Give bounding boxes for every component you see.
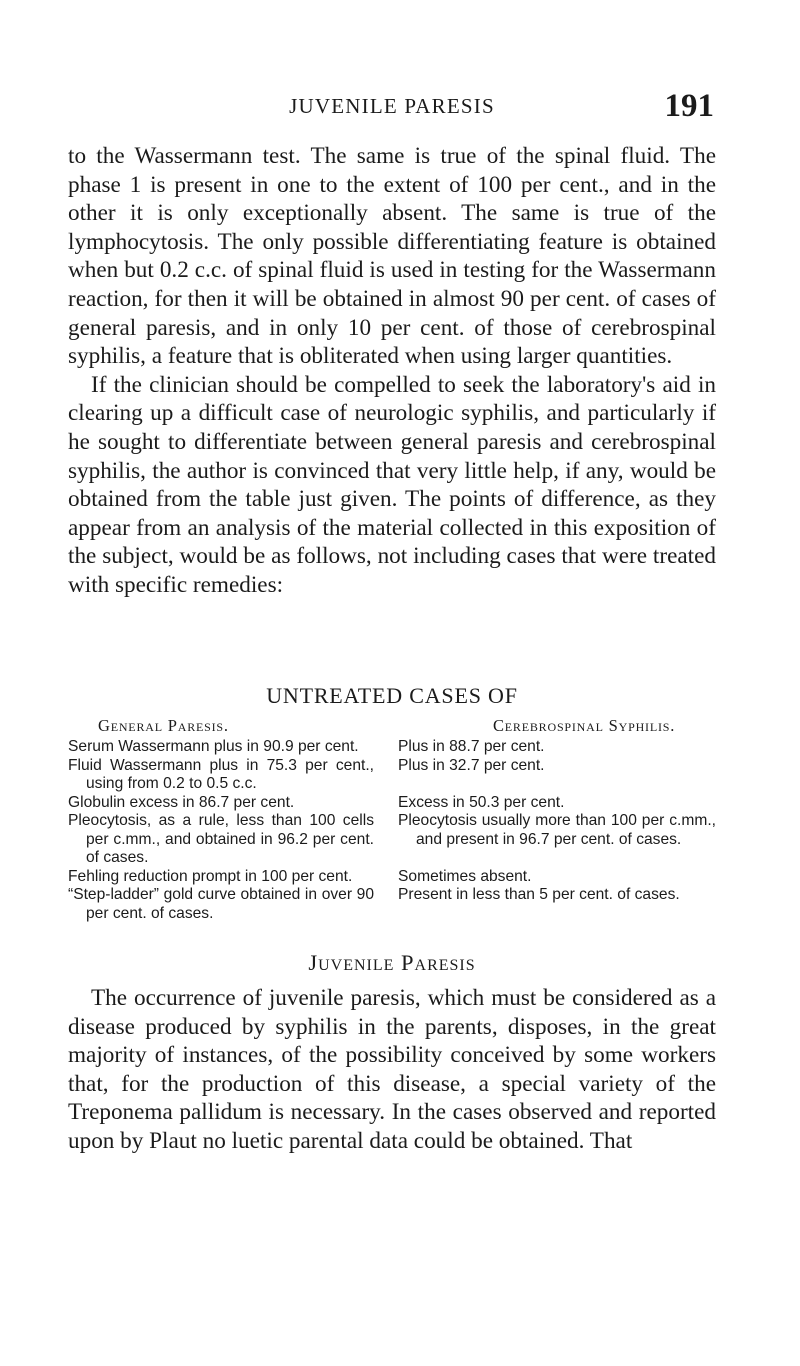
- page-number: 191: [664, 88, 714, 124]
- paragraph-juvenile-paresis: The occurrence of juvenile paresis, which must be considered as a disease produced by syphilis in the parents, disposes, in the great majority of instances, of the possibility conceived by some workers that, for the production of this disease, a special variety of the Treponema pallidum is necessary. In the cases observed and reported upon by Plaut no luetic parental data could be obtained. That: [68, 985, 716, 1154]
- cerebrospinal-syphilis-cell: Plus in 32.7 per cent.: [398, 756, 545, 774]
- general-paresis-cell: Serum Wassermann plus in 90.9 per cent.: [68, 738, 359, 755]
- cerebrospinal-syphilis-cell: Pleocytosis usually more than 100 per c.mm., and present in 96.7 per cent. of cases.: [398, 812, 716, 848]
- cerebrospinal-syphilis-cell: Sometimes absent.: [398, 867, 532, 885]
- running-title: JUVENILE PARESIS: [289, 94, 495, 118]
- section-heading-juvenile-paresis: Juvenile Paresis: [308, 950, 476, 975]
- comparison-row: [68, 886, 716, 923]
- general-paresis-cell: Pleocytosis, as a rule, less than 100 cells per c.mm., and obtained in 96.2 per cent. of cases.: [68, 812, 374, 866]
- general-paresis-cell: “Step-ladder” gold curve obtained in over 90 per cent. of cases.: [68, 886, 374, 922]
- body-text: [68, 142, 716, 600]
- comparison-table: [68, 683, 716, 923]
- comparison-table-title: UNTREATED CASES OF: [266, 683, 518, 708]
- column-header-general-paresis: General Paresis.: [98, 716, 229, 735]
- paragraph-clinician-differentiation: If the clinician should be compelled to seek the laboratory's aid in clearing up a difficult case of neurologic syphilis, and particularly if he sought to differentiate between general paresis and cerebrospinal syphilis, the author is convinced that very little help, if any, would be obtained from the table just given. The points of difference, as they appear from an analysis of the material collected in this exposition of the subject, would be as follows, not including cases that were treated with specific remedies:: [68, 371, 716, 598]
- comparison-row: [68, 757, 716, 794]
- cerebrospinal-syphilis-cell: Present in less than 5 per cent. of cases.: [398, 886, 680, 903]
- paragraph-wassermann-comparison: to the Wassermann test. The same is true of the spinal fluid. The phase 1 is present in one to the extent of 100 per cent., and in the other it is only exceptionally absent. The same is true of the lymphocytosis. The only possible differentiating feature is obtained when but 0.2 c.c. of spinal fluid is used in testing for the Wassermann reaction, for then it will be obtained in almost 90 per cent. of cases of general paresis, and in only 10 per cent. of those of cerebrospinal syphilis, a feature that is obliterated when using larger quantities.: [68, 143, 716, 370]
- comparison-column-headers: [68, 716, 716, 738]
- comparison-rows: [68, 738, 716, 923]
- column-header-cerebrospinal-syphilis: Cerebrospinal Syphilis.: [493, 716, 676, 735]
- comparison-row: [68, 794, 716, 813]
- cerebrospinal-syphilis-cell: Plus in 88.7 per cent.: [398, 738, 545, 755]
- comparison-row: [68, 738, 716, 757]
- general-paresis-cell: Fehling reduction prompt in 100 per cent.: [68, 867, 353, 885]
- running-head: [68, 88, 716, 132]
- comparison-row: [68, 812, 716, 868]
- general-paresis-cell: Fluid Wassermann plus in 75.3 per cent., using from 0.2 to 0.5 c.c.: [68, 756, 374, 792]
- section-text: [68, 984, 716, 1156]
- cerebrospinal-syphilis-cell: Excess in 50.3 per cent.: [398, 793, 565, 811]
- general-paresis-cell: Globulin excess in 86.7 per cent.: [68, 793, 295, 811]
- comparison-row: [68, 868, 716, 887]
